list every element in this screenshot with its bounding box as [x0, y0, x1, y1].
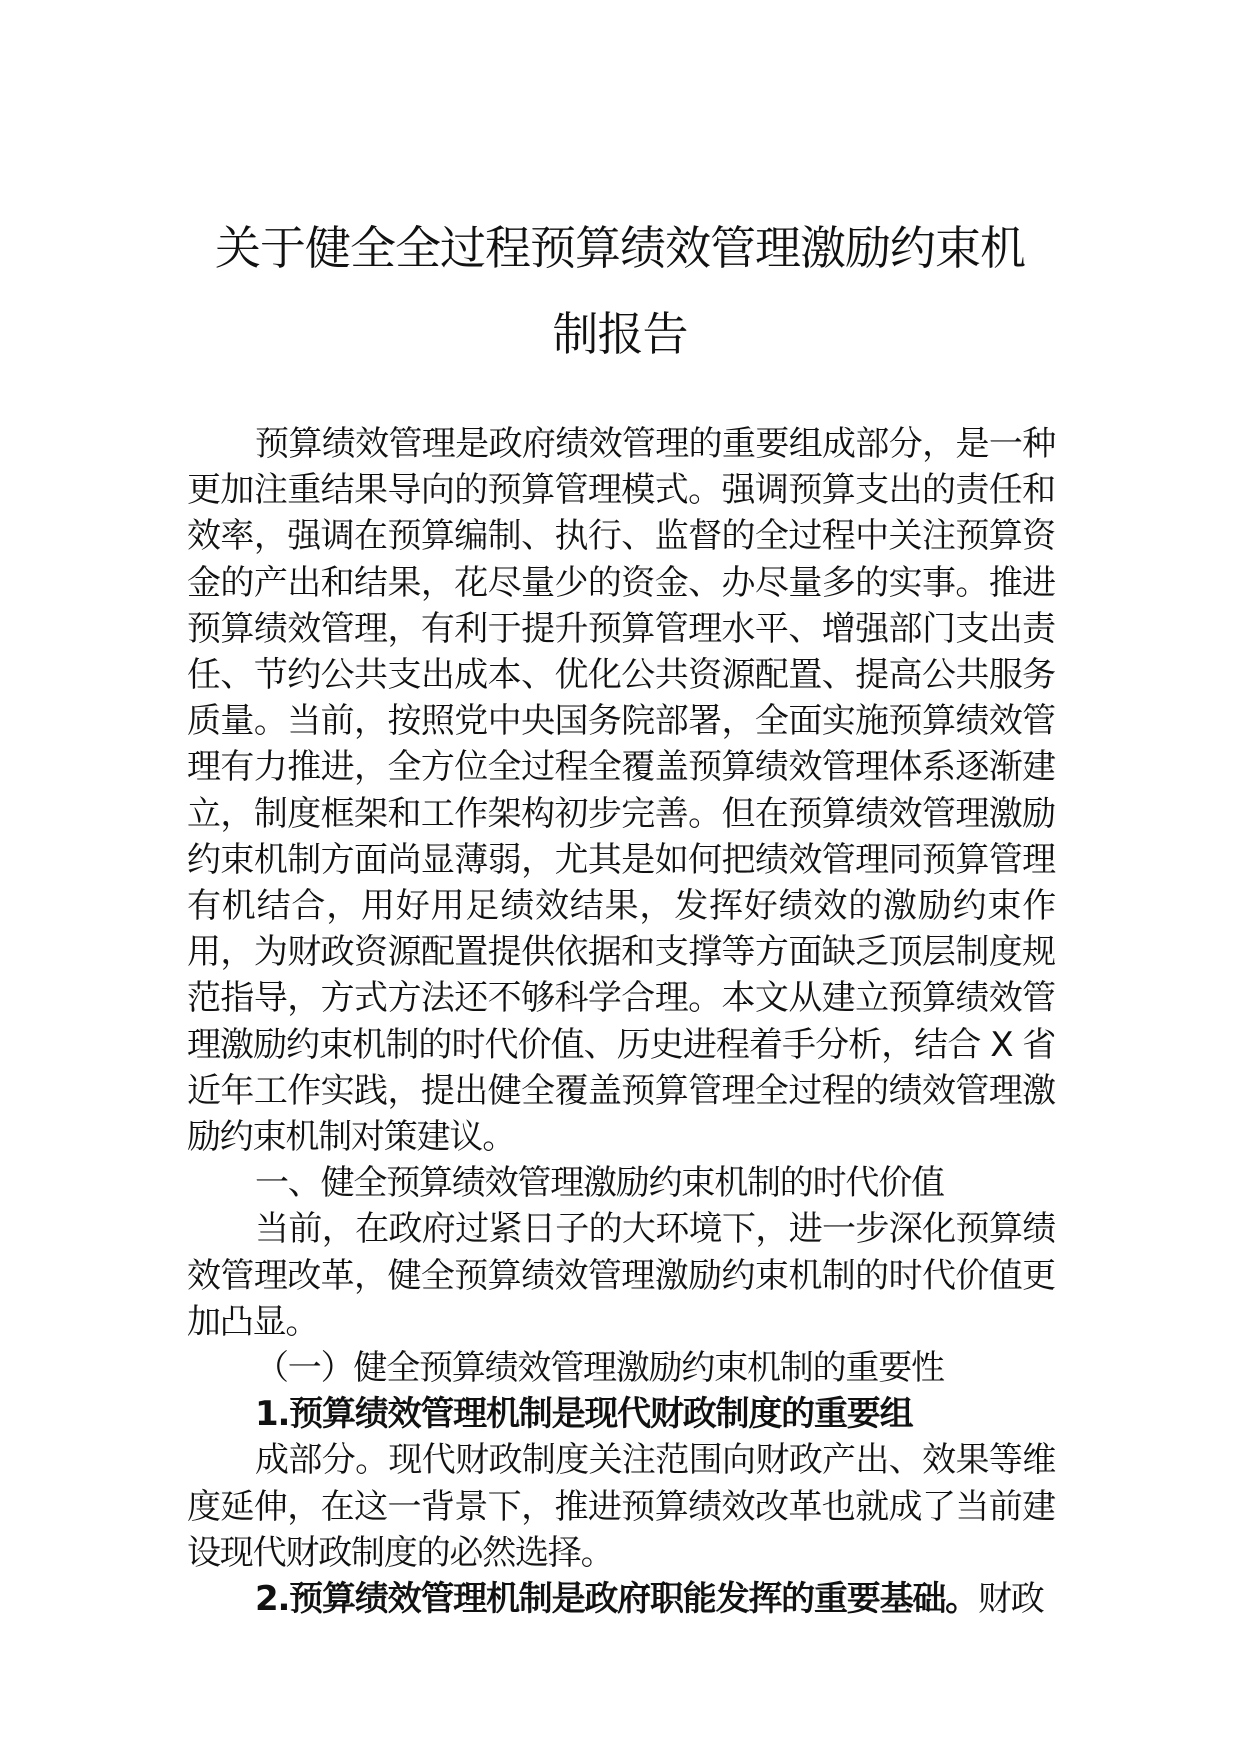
point-2-paragraph	[187, 1576, 1055, 1622]
title-line-2: 制报告	[552, 307, 688, 361]
section-1-heading: 一、健全预算绩效管理激励约束机制的时代价值	[255, 1163, 944, 1204]
point-1-paragraph: 成部分。现代财政制度关注范围向财政产出、效果等维度延伸，在这一背景下，推进预算绩效改革也就成了当前建设现代财政制度的必然选择。	[187, 1440, 1055, 1573]
title-line-1: 关于健全全过程预算绩效管理激励约束机	[215, 221, 1025, 275]
document-body	[187, 421, 1055, 1622]
point-2-text: 财政	[977, 1579, 1044, 1620]
intro-paragraph: 预算绩效管理是政府绩效管理的重要组成部分，是一种更加注重结果导向的预算管理模式。强调预算支出的责任和效率，强调在预算编制、执行、监督的全过程中关注预算资金的产出和结果，花尽量少的资金、办尽量多的实事。推进预算绩效管理，有利于提升预算管理水平、增强部门支出责任、节约公共支出成本、优化公共资源配置、提高公共服务质量。当前，按照党中央国务院部署，全面实施预算绩效管理有力推进，全方位全过程全覆盖预算绩效管理体系逐渐建立，制度框架和工作架构初步完善。但在预算绩效管理激励约束机制方面尚显薄弱，尤其是如何把绩效管理同预算管理有机结合，用好用足绩效结果，发挥好绩效的激励约束作用，为财政资源配置提供依据和支撑等方面缺乏顶层制度规范指导，方式方法还不够科学合理。本文从建立预算绩效管理激励约束机制的时代价值、历史进程着手分析，结合 X 省近年工作实践，提出健全覆盖预算管理全过程的绩效管理激励约束机制对策建议。	[187, 424, 1055, 1158]
subsection-1-heading: （一）健全预算绩效管理激励约束机制的重要性	[255, 1348, 944, 1389]
document-title	[150, 205, 1090, 377]
section-1-paragraph: 当前，在政府过紧日子的大环境下，进一步深化预算绩效管理改革，健全预算绩效管理激励约束机制的时代价值更加凸显。	[187, 1209, 1055, 1342]
point-2-heading: 2.预算绩效管理机制是政府职能发挥的重要基础。	[255, 1579, 978, 1620]
point-1-heading: 1.预算绩效管理机制是现代财政制度的重要组	[255, 1394, 913, 1435]
